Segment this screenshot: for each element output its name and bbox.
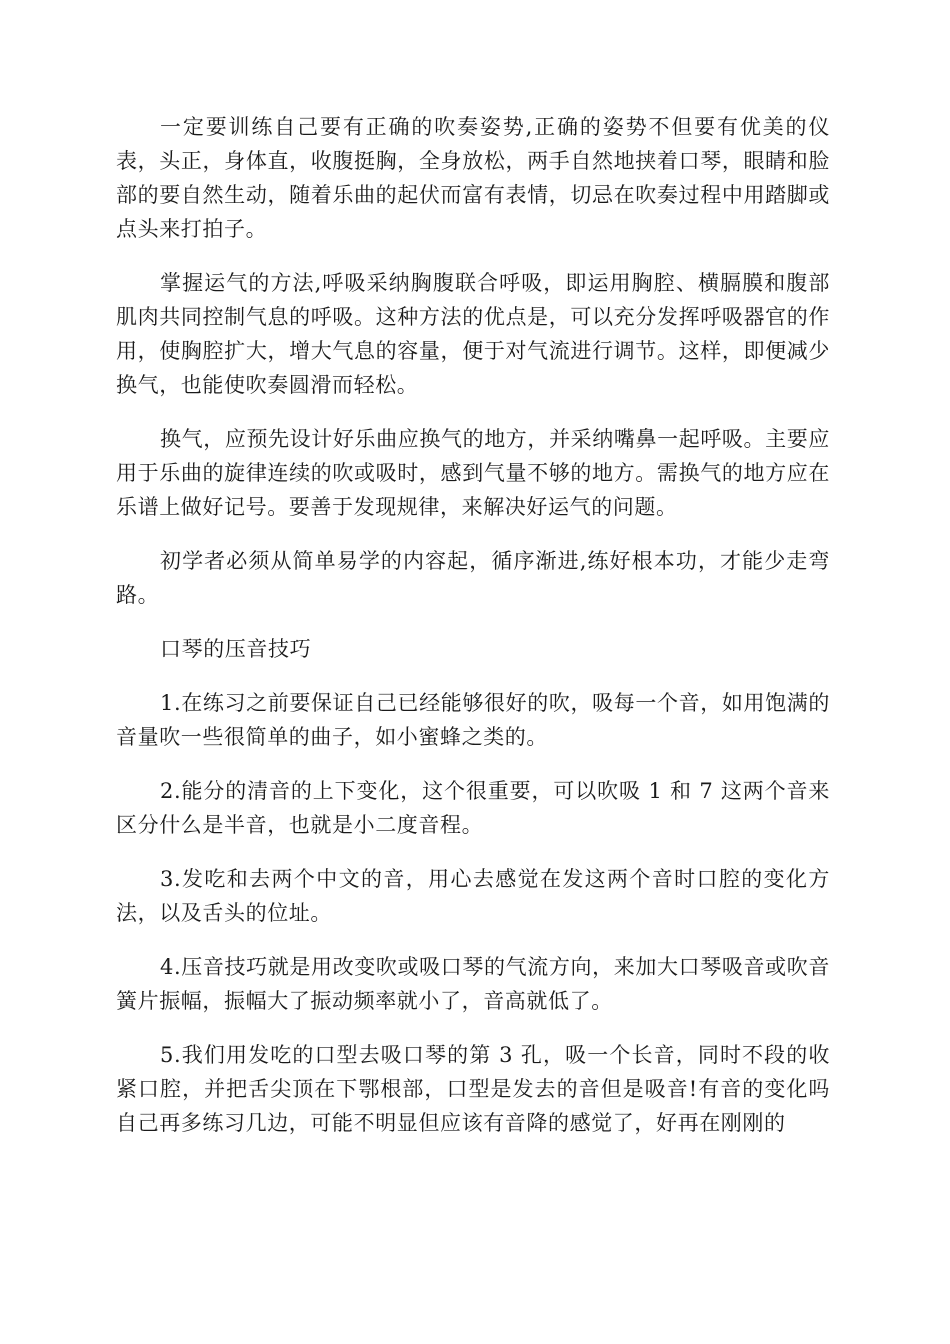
list-item-5: 5.我们用发吃的口型去吸口琴的第 3 孔，吸一个长音，同时不段的收紧口腔，并把舌尖顶在下鄂根部，口型是发去的音但是吸音!有音的变化吗自己再多练习几边，可能不明显但应该有音降的感觉了，好再在刚刚的 — [116, 1043, 830, 1135]
paragraph-breathing: 掌握运气的方法,呼吸采纳胸腹联合呼吸，即运用胸腔、横膈膜和腹部肌肉共同控制气息的呼吸。这种方法的优点是，可以充分发挥呼吸器官的作用，使胸腔扩大，增大气息的容量，便于对气流进行调节。这样，即便减少换气，也能使吹奏圆滑而轻松。 — [116, 271, 830, 397]
paragraph-posture: 一定要训练自己要有正确的吹奏姿势,正确的姿势不但要有优美的仪表，头正，身体直，收腹挺胸，全身放松，两手自然地挟着口琴，眼睛和脸部的要自然生动，随着乐曲的起伏而富有表情，切忌在吹奏过程中用踏脚或点头来打拍子。 — [116, 115, 830, 241]
list-item-2: 2.能分的清音的上下变化，这个很重要，可以吹吸 1 和 7 这两个音来区分什么是半音，也就是小二度音程。 — [116, 779, 830, 837]
paragraph-beginners: 初学者必须从简单易学的内容起，循序渐进,练好根本功，才能少走弯路。 — [116, 549, 830, 607]
paragraph-breath-change: 换气，应预先设计好乐曲应换气的地方，并采纳嘴鼻一起呼吸。主要应用于乐曲的旋律连续的吹或吸时，感到气量不够的地方。需换气的地方应在乐谱上做好记号。要善于发现规律，来解决好运气的问题。 — [116, 427, 830, 519]
section-heading: 口琴的压音技巧 — [160, 637, 312, 661]
document-body — [116, 110, 830, 1160]
list-item-3: 3.发吃和去两个中文的音，用心去感觉在发这两个音时口腔的变化方法，以及舌头的位址。 — [116, 867, 830, 925]
list-item-1: 1.在练习之前要保证自己已经能够很好的吹，吸每一个音，如用饱满的音量吹一些很简单的曲子，如小蜜蜂之类的。 — [116, 691, 830, 749]
list-item-4: 4.压音技巧就是用改变吹或吸口琴的气流方向，来加大口琴吸音或吹音簧片振幅，振幅大了振动频率就小了，音高就低了。 — [116, 955, 830, 1013]
